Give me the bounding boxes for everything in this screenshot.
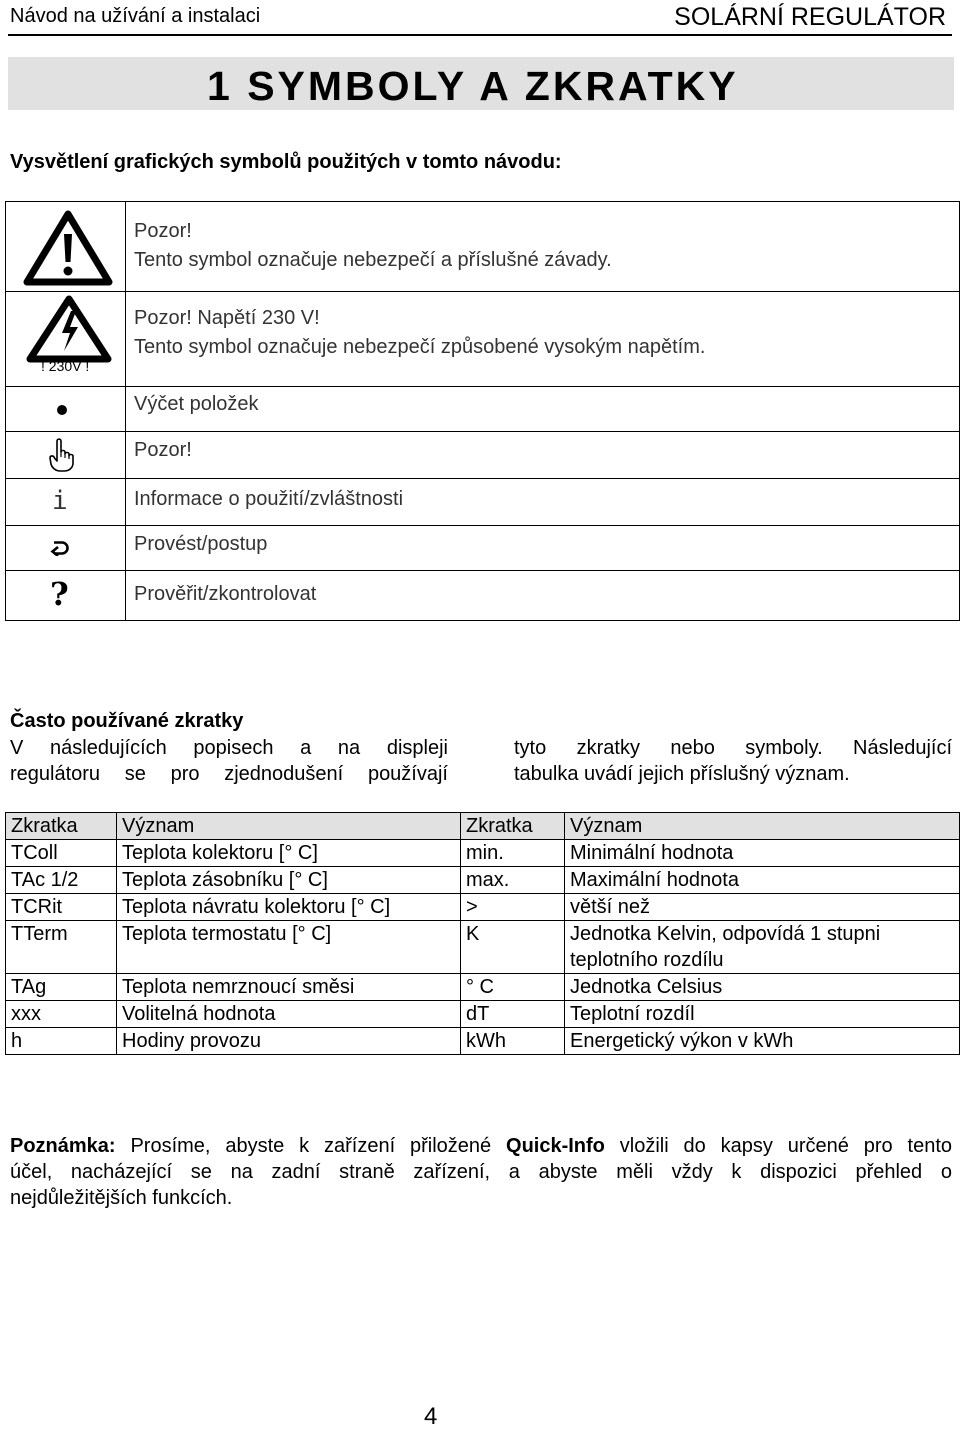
table-row [6,1028,960,1055]
table-cell: max. [461,867,565,894]
header-product-name: SOLÁRNÍ REGULÁTOR [674,3,946,31]
page-title: 1 SYMBOLY A ZKRATKY [207,63,739,109]
table-row [6,840,960,867]
symbols-heading: Vysvětlení grafických symbolů použitých v tomto návodu: [10,151,562,173]
check-description: Prověřit/zkontrolovat [126,571,960,621]
note-paragraph [10,1133,952,1211]
warning-title: Pozor! [134,220,192,242]
table-cell: xxx [6,1001,117,1028]
symbol-row-check [6,571,960,621]
bullet-description: Výčet položek [126,387,960,432]
warning-description: Tento symbol označuje nebezpečí a příslušné závady. [134,249,612,271]
symbol-row-warning [6,202,960,292]
abbr-intro-right-line-2: tabulka uvádí jejich příslušný význam. [514,763,850,785]
table-cell: TAc 1/2 [6,867,117,894]
pointer-description: Pozor! [126,432,960,479]
table-row [6,867,960,894]
symbol-row-bullet [6,387,960,432]
table-row [6,894,960,921]
table-cell: Teplota návratu kolektoru [° C] [117,894,461,921]
info-icon: i [52,486,68,516]
header-abbr-1: Zkratka [6,813,117,840]
voltage-icon-caption: ! 230V ! [41,358,90,374]
table-cell: Hodiny provozu [117,1028,461,1055]
table-cell: Maximální hodnota [565,867,960,894]
table-cell: Jednotka Kelvin, odpovídá 1 stupni teplotního rozdílu [565,921,960,974]
high-voltage-icon [26,295,112,363]
warning-exclamation-icon [23,210,113,286]
table-row [6,1001,960,1028]
table-cell: Minimální hodnota [565,840,960,867]
table-cell: TAg [6,974,117,1001]
table-header-row [6,813,960,840]
action-arrow-icon [49,540,73,556]
symbol-row-voltage [6,292,960,387]
question-mark-icon: ? [50,575,69,613]
abbreviations-table [5,812,960,1055]
abbr-intro-right-line-1: tyto zkratky nebo symboly. Následující [514,737,952,759]
symbol-row-info [6,479,960,526]
page-number: 4 [424,1403,438,1430]
table-cell: Teplotní rozdíl [565,1001,960,1028]
voltage-title: Pozor! Napětí 230 V! [134,307,320,329]
table-cell: TColl [6,840,117,867]
abbr-section-heading: Často používané zkratky [10,710,244,732]
header-manual-title: Návod na užívání a instalaci [10,5,261,27]
table-cell: min. [461,840,565,867]
note-text-part-1: Prosíme, abyste k zařízení přiložené [115,1135,507,1157]
abbr-intro-left-line-1: V následujících popisech a na displeji [10,737,448,759]
table-cell: K [461,921,565,974]
table-cell: ° C [461,974,565,1001]
abbr-intro-left-line-2: regulátoru se pro zjednodušení používají [10,763,448,785]
symbol-row-pointer [6,432,960,479]
table-cell: dT [461,1001,565,1028]
table-cell: Jednotka Celsius [565,974,960,1001]
table-cell: Energetický výkon v kWh [565,1028,960,1055]
note-line-2: účel, nacházející se na zadní straně zařízení, a abyste měli vždy k dispozici přehled o [10,1161,952,1183]
table-cell: Teplota kolektoru [° C] [117,840,461,867]
table-cell: kWh [461,1028,565,1055]
note-line-3: nejdůležitějších funkcích. [10,1187,233,1209]
header-meaning-1: Význam [117,813,461,840]
table-cell: větší než [565,894,960,921]
table-cell: TCRit [6,894,117,921]
note-label: Poznámka: [10,1135,116,1157]
action-description: Provést/postup [126,526,960,571]
header-meaning-2: Význam [565,813,960,840]
pointing-hand-icon [48,437,76,473]
abbr-intro-left-column [10,735,448,787]
table-row [6,974,960,1001]
symbols-table [5,201,960,621]
header-divider [8,34,952,36]
note-quick-info: Quick-Info [506,1135,605,1157]
table-cell: Volitelná hodnota [117,1001,461,1028]
voltage-description: Tento symbol označuje nebezpečí způsobené vysokým napětím. [134,336,706,358]
bullet-icon [56,404,68,416]
symbol-row-action [6,526,960,571]
table-cell: h [6,1028,117,1055]
info-description: Informace o použití/zvláštnosti [126,479,960,526]
table-cell: Teplota nemrznoucí směsi [117,974,461,1001]
table-cell: Teplota termostatu [° C] [117,921,461,974]
header-abbr-2: Zkratka [461,813,565,840]
table-cell: Teplota zásobníku [° C] [117,867,461,894]
abbr-intro-right-column [514,735,952,787]
table-cell: > [461,894,565,921]
note-line-1 [10,1133,952,1159]
note-text-part-2: vložili do kapsy určené pro tento [604,1135,952,1157]
table-cell: TTerm [6,921,117,974]
table-row [6,921,960,974]
